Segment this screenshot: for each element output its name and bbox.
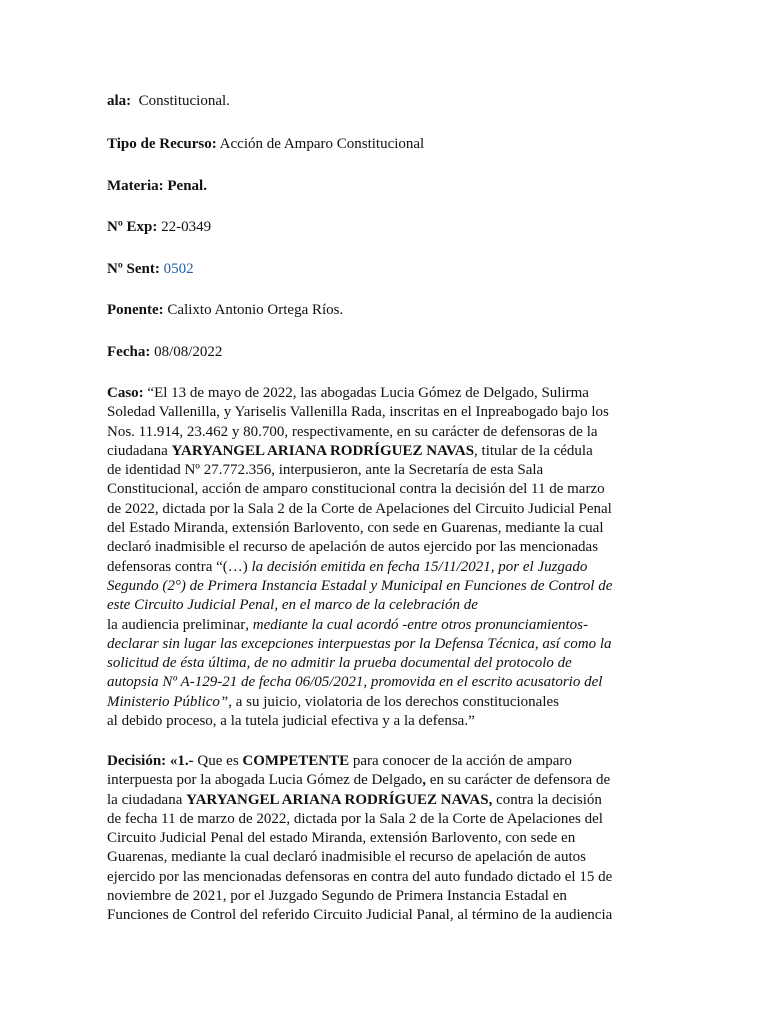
caso-text: “El 13 de mayo de 2022, las abogadas Lucia Gómez de Delgado, Sulirma bbox=[147, 385, 589, 401]
caso-line bbox=[107, 635, 612, 654]
decision-text: interpuesta por la abogada Lucia Gómez de Delgado bbox=[107, 772, 423, 789]
sent-label: Nº Sent: bbox=[107, 261, 160, 277]
decision-text: contra la decisión bbox=[492, 791, 602, 808]
decision-line bbox=[107, 771, 612, 790]
caso-line bbox=[107, 577, 612, 596]
tipo-recurso-field bbox=[107, 135, 424, 154]
fecha-field bbox=[107, 343, 222, 362]
decision-line: ejercido por las mencionadas defensoras en contra del auto fundado dictado el 15 de bbox=[107, 868, 613, 885]
caso-line: del Estado Miranda, extensión Barlovento, con sede en Guarenas, mediante la cual bbox=[107, 520, 604, 537]
ponente-value: Calixto Antonio Ortega Ríos. bbox=[167, 302, 344, 318]
sent-link[interactable]: 0502 bbox=[163, 261, 194, 277]
exp-field bbox=[107, 218, 211, 237]
caso-line: de 2022, dictada por la Sala 2 de la Corte de Apelaciones del Circuito Judicial Penal bbox=[107, 500, 612, 517]
materia-field bbox=[107, 177, 207, 196]
decision-line: Circuito Judicial Penal del estado Miranda, extensión Barlovento, con sede en bbox=[107, 830, 576, 847]
decision-text: la ciudadana bbox=[107, 791, 187, 808]
caso-line: Constitucional, acción de amparo constitucional contra la decisión del 11 de marzo bbox=[107, 481, 605, 498]
sent-field bbox=[107, 260, 194, 279]
sala-label: ala: bbox=[107, 93, 132, 109]
decision-number: «1.- bbox=[166, 753, 194, 769]
caso-paragraph bbox=[107, 384, 612, 731]
caso-line: Nos. 11.914, 23.462 y 80.700, respectivamente, en su carácter de defensoras de la bbox=[107, 423, 598, 440]
caso-line bbox=[107, 596, 612, 615]
decision-text: para conocer de la acción de amparo bbox=[349, 753, 572, 769]
caso-text: ciudadana bbox=[107, 442, 172, 459]
caso-quote: la decisión emitida en fecha 15/11/2021, por el Juzgado bbox=[251, 558, 588, 575]
caso-quote: , mediante la cual acordó -entre otros pronunciamientos- bbox=[245, 616, 589, 633]
decision-line: Funciones de Control del referido Circuito Judicial Panal, al término de la audiencia bbox=[107, 907, 613, 924]
exp-value: 22-0349 bbox=[161, 219, 212, 235]
caso-line: al debido proceso, a la tutela judicial efectiva y a la defensa.” bbox=[107, 713, 475, 730]
caso-line bbox=[107, 442, 612, 461]
competente-text: COMPETENTE bbox=[242, 753, 350, 769]
caso-line: declaró inadmisible el recurso de apelación de autos ejercido por las mencionadas bbox=[107, 539, 599, 556]
caso-quote: solicitud de ésta última, de no admitir la prueba documental del protocolo de bbox=[107, 655, 572, 672]
caso-quote: Segundo (2°) de Primera Instancia Estadal y Municipal en Funciones de Control de bbox=[107, 577, 613, 594]
decision-line: de fecha 11 de marzo de 2022, dictada por la Sala 2 de la Corte de Apelaciones del bbox=[107, 810, 603, 827]
caso-quote: declarar sin lugar las excepciones interpuestas por la Defensa Técnica, así como la bbox=[107, 635, 612, 652]
sala-field bbox=[107, 92, 230, 111]
decision-line: noviembre de 2021, por el Juzgado Segundo de Primera Instancia Estadal en bbox=[107, 888, 567, 905]
caso-line bbox=[107, 558, 612, 577]
caso-line bbox=[107, 384, 612, 403]
sala-value: Constitucional. bbox=[138, 93, 230, 109]
caso-quote: autopsia Nº A-129-21 de fecha 06/05/2021, promovida en el escrito acusatorio del bbox=[107, 674, 603, 691]
caso-line bbox=[107, 693, 612, 712]
fecha-value: 08/08/2022 bbox=[154, 344, 223, 360]
exp-label: Nº Exp: bbox=[107, 219, 158, 235]
caso-text: la audiencia preliminar bbox=[107, 616, 246, 633]
caso-line bbox=[107, 654, 612, 673]
ponente-label: Ponente: bbox=[107, 302, 164, 318]
caso-line: Soledad Vallenilla, y Yariselis Vallenilla Rada, inscritas en el Inpreabogado bajo los bbox=[107, 404, 609, 421]
caso-text: , a su juicio, violatoria de los derechos constitucionales bbox=[228, 693, 559, 710]
decision-text: Que es bbox=[193, 753, 243, 769]
caso-label: Caso: bbox=[107, 385, 144, 401]
ponente-field bbox=[107, 301, 343, 320]
decision-label: Decisión: bbox=[107, 753, 167, 769]
decision-line: Guarenas, mediante la cual declaró inadmisible el recurso de apelación de autos bbox=[107, 849, 586, 866]
caso-line bbox=[107, 673, 612, 692]
tipo-recurso-label: Tipo de Recurso: bbox=[107, 136, 217, 152]
defendant-name: YARYANGEL ARIANA RODRÍGUEZ NAVAS bbox=[171, 442, 475, 459]
decision-comma: , bbox=[422, 772, 427, 789]
caso-text: defensoras contra “(…) bbox=[107, 558, 252, 575]
caso-line: de identidad Nº 27.772.356, interpusieron, ante la Secretaría de esta Sala bbox=[107, 462, 544, 479]
fecha-label: Fecha: bbox=[107, 344, 151, 360]
caso-line bbox=[107, 616, 612, 635]
decision-line bbox=[107, 752, 612, 771]
caso-text: , titular de la cédula bbox=[474, 442, 593, 459]
tipo-recurso-value: Acción de Amparo Constitucional bbox=[219, 136, 425, 152]
defendant-name: YARYANGEL ARIANA RODRÍGUEZ NAVAS, bbox=[186, 791, 493, 808]
decision-paragraph bbox=[107, 752, 612, 926]
decision-text: en su carácter de defensora de bbox=[426, 772, 611, 789]
caso-quote: este Circuito Judicial Penal, en el marco de la celebración de bbox=[107, 597, 478, 614]
decision-line bbox=[107, 791, 612, 810]
caso-quote: Ministerio Público” bbox=[107, 693, 229, 710]
materia-label: Materia: Penal. bbox=[107, 178, 207, 194]
